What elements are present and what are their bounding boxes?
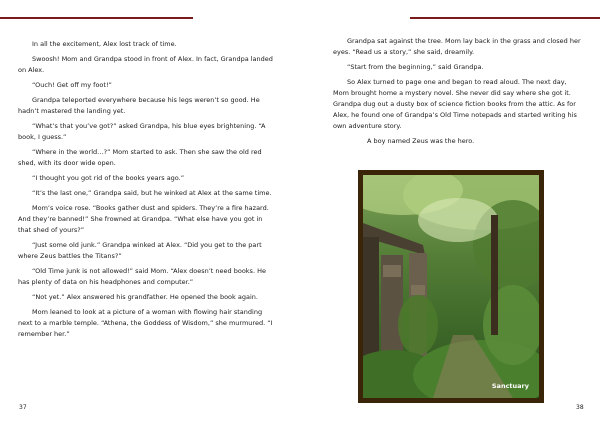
- hero-line: A boy named Zeus was the hero.: [367, 137, 475, 145]
- sanctuary-photo: [363, 175, 539, 398]
- photo-frame: [358, 170, 544, 403]
- left-page-text: [18, 39, 273, 344]
- photo-caption: Sanctuary: [491, 382, 529, 390]
- paragraph: “It’s the last one,” Grandpa said, but he winked at Alex at the same time.: [32, 189, 272, 197]
- page-number-left: 37: [19, 404, 27, 411]
- right-page-text: [333, 36, 583, 151]
- paragraph: “Ouch! Get off my foot!”: [32, 81, 112, 89]
- ruin-illustration: [363, 175, 539, 398]
- paragraph: Grandpa teleported everywhere because his legs weren’t so good. He hadn’t mastered the landing yet.: [18, 96, 260, 115]
- paragraph: Mom’s voice rose. “Books gather dust and spiders. They’re a fire hazard. And they’re banned!” She frowned at Grandpa. “What else have you got in that shed of yours?”: [18, 204, 269, 234]
- paragraph: Grandpa sat against the tree. Mom lay back in the grass and closed her eyes. “Read us a story,” she said, dreamily.: [333, 37, 581, 56]
- paragraph: Mom leaned to look at a picture of a woman with flowing hair standing next to a marble temple. “Athena, the Goddess of Wisdom,” she murmured. “I remember her.”: [18, 308, 273, 338]
- paragraph: In all the excitement, Alex lost track of time.: [32, 40, 177, 48]
- paragraph: “Old Time junk is not allowed!” said Mom. “Alex doesn’t need books. He has plenty of data on his headphones and computer.”: [18, 267, 266, 286]
- paragraph: “I thought you got rid of the books years ago.”: [32, 174, 185, 182]
- paragraph: Swoosh! Mom and Grandpa stood in front of Alex. In fact, Grandpa landed on Alex.: [18, 55, 273, 74]
- paragraph: “Start from the beginning,” said Grandpa.: [347, 63, 484, 71]
- paragraph: “What’s that you’ve got?” asked Grandpa, his blue eyes brightening. “A book, I guess.”: [18, 122, 266, 141]
- page-number-right: 38: [576, 404, 584, 411]
- paragraph: “Just some old junk.” Grandpa winked at Alex. “Did you get to the part where Zeus battles the Titans?”: [18, 241, 262, 260]
- paragraph: So Alex turned to page one and began to read aloud. The next day, Mom brought home a mystery novel. She never did say where she got it. Grandpa dug out a dusty box of science fiction books from the attic. As for Alex, he found one of Grandpa’s Old Time notepads and started writing his own adventure story.: [333, 78, 577, 130]
- paragraph: “Not yet.” Alex answered his grandfather. He opened the book again.: [32, 293, 258, 301]
- right-page: [300, 0, 600, 424]
- paragraph: “Where in the world…?” Mom started to ask. Then she saw the old red shed, with its door wide open.: [18, 148, 262, 167]
